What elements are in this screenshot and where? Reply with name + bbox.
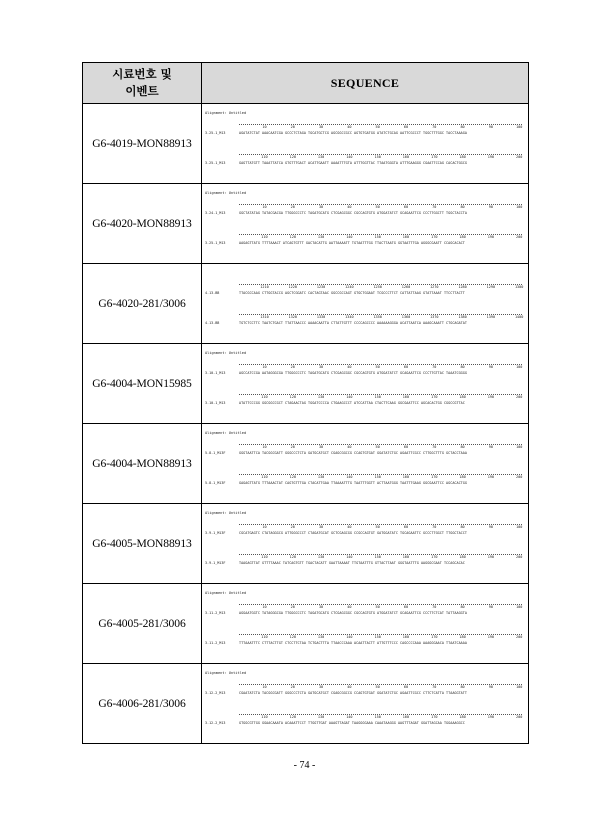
alignment-title: Alignment: Untitled xyxy=(205,191,247,195)
position-number: 10 xyxy=(262,445,267,449)
alignment-block xyxy=(205,600,522,628)
sequence-text: GAGAGTTATG TTTAAACTAT CAGTGTTTGA CTACATTGAA TTAAAATTTG TAATTTGGTT ACTTAATGGG TAATTTGAAG GGCGAATTCC AGCACACTGG xyxy=(239,481,467,485)
position-number: 160 xyxy=(402,715,410,719)
position-number: 20 xyxy=(290,525,295,529)
sequence-name: 4-13-BB xyxy=(205,291,220,295)
sequence-name: 5-8-1_M13F xyxy=(205,451,226,455)
table-row xyxy=(83,264,529,344)
alignment-block xyxy=(205,470,522,498)
position-number: 1240 xyxy=(345,285,354,289)
alignment-title: Alignment: Untitled xyxy=(205,591,247,595)
position-number: 60 xyxy=(403,605,409,609)
position-number: 120 xyxy=(289,715,296,719)
table-row xyxy=(83,664,529,744)
position-number: 80 xyxy=(460,605,465,609)
position-number: 60 xyxy=(403,445,409,449)
position-numbers xyxy=(239,365,522,370)
position-number: 130 xyxy=(317,715,325,719)
position-number: 120 xyxy=(289,475,296,479)
position-number: 1380 xyxy=(458,315,467,319)
event-cell: G6-4005-281/3006 xyxy=(83,584,202,664)
event-cell: G6-4019-MON88913 xyxy=(83,104,202,184)
position-numbers xyxy=(239,125,522,130)
position-number: 110 xyxy=(261,475,268,479)
position-number: 1230 xyxy=(316,285,326,289)
position-number: 60 xyxy=(403,205,409,209)
position-number: 130 xyxy=(317,235,325,239)
position-number: 60 xyxy=(403,365,409,369)
position-number: 80 xyxy=(460,685,465,689)
sequence-cell xyxy=(202,264,529,344)
position-number: 10 xyxy=(262,525,267,529)
position-number: 190 xyxy=(487,475,495,479)
position-number: 150 xyxy=(374,635,381,639)
position-number: 1290 xyxy=(486,285,496,289)
position-number: 120 xyxy=(289,395,296,399)
position-number: 1220 xyxy=(288,285,297,289)
alignment-block xyxy=(205,310,522,338)
position-number: 20 xyxy=(290,685,295,689)
sequence-text: AGGAATGGTC TATAGGGCGA TTGGGCCCTC TAGATGCATG CTCGAGCGGC CGCCAGTGTG ATGGATATCT GCAGAATTCG CCCTTCTCAT TATTAAGGTA xyxy=(239,611,467,615)
position-number: 160 xyxy=(402,395,410,399)
position-numbers xyxy=(239,555,522,560)
position-number: 40 xyxy=(347,445,352,449)
position-number: 70 xyxy=(432,445,437,449)
position-number: 50 xyxy=(375,605,380,609)
alignment-block xyxy=(205,230,522,258)
position-number: 40 xyxy=(347,605,352,609)
position-number: 150 xyxy=(374,555,381,559)
position-number: 160 xyxy=(402,555,410,559)
position-numbers xyxy=(239,285,522,290)
position-number: 120 xyxy=(289,235,296,239)
position-number: 40 xyxy=(347,365,352,369)
position-number: 80 xyxy=(460,525,465,529)
position-number: 1260 xyxy=(401,285,411,289)
position-number: 140 xyxy=(346,235,353,239)
position-number: 130 xyxy=(317,635,325,639)
position-number: 170 xyxy=(431,555,438,559)
sequence-cell xyxy=(202,344,529,424)
position-number: 30 xyxy=(318,685,324,689)
position-number: 70 xyxy=(432,605,437,609)
alignment-block xyxy=(205,550,522,578)
alignment-block xyxy=(205,360,522,388)
position-number: 1330 xyxy=(316,315,326,319)
table-row xyxy=(83,344,529,424)
position-number: 50 xyxy=(375,525,380,529)
sequence-text: AAGAGTTATG TTTTAAACT ATCAGTGTTT GACTACATTG AATTAAAATT TGTAATTTGG TTACTTAATG GGTAATTTGA AGGGCGAATT CCAGCACACT xyxy=(239,241,465,245)
header-sequence: SEQUENCE xyxy=(202,63,529,104)
position-number: 200 xyxy=(515,235,523,239)
alignment-block xyxy=(205,630,522,658)
event-cell: G6-4005-MON88913 xyxy=(83,504,202,584)
sequence-text: AGATATCTAT AAACAATCGA GCCCTCTAGA TGCATGCTCG AGCGGCCGCC AGTGTGATGG ATATCTGCAG AATTCGCCCT TGGCTTTGGC TACCTAAAGA xyxy=(239,131,467,135)
position-numbers xyxy=(239,395,522,400)
position-numbers xyxy=(239,205,522,210)
position-number: 60 xyxy=(403,685,409,689)
position-number: 180 xyxy=(459,155,466,159)
position-number: 140 xyxy=(346,475,353,479)
sequence-name: 3-11-2_M13 xyxy=(205,641,226,645)
position-number: 180 xyxy=(459,475,466,479)
table-row xyxy=(83,424,529,504)
position-number: 10 xyxy=(262,685,267,689)
position-number: 160 xyxy=(402,635,410,639)
alignment-view xyxy=(202,584,528,663)
position-number: 150 xyxy=(374,235,381,239)
position-number: 130 xyxy=(317,475,325,479)
position-number: 1250 xyxy=(373,285,382,289)
position-number: 110 xyxy=(261,155,268,159)
alignment-block xyxy=(205,440,522,468)
sequence-cell xyxy=(202,504,529,584)
position-number: 80 xyxy=(460,125,465,129)
alignment-title: Alignment: Untitled xyxy=(205,671,247,675)
position-number: 190 xyxy=(487,155,495,159)
position-number: 50 xyxy=(375,125,380,129)
position-number: 100 xyxy=(515,605,523,609)
position-number: 110 xyxy=(261,715,268,719)
header-sample-event-line1: 시료번호 및 xyxy=(112,67,172,81)
position-number: 80 xyxy=(460,445,465,449)
table-header-row xyxy=(83,63,529,104)
position-number: 180 xyxy=(459,395,466,399)
sequence-table xyxy=(82,62,529,744)
position-number: 130 xyxy=(317,555,325,559)
alignment-block xyxy=(205,280,522,308)
position-number: 100 xyxy=(515,685,523,689)
sequence-text: CGAATATCTA TACGGCGATT GGGCCCTCTA GATGCATGCT CGAGCGGCCG CCAGTGTGAT GGATATCTGC AGAATTCGCC CTTCTCATTA TTAAGGTATT xyxy=(239,691,467,695)
position-number: 110 xyxy=(261,555,268,559)
alignment-view xyxy=(202,424,528,503)
position-number: 160 xyxy=(402,475,410,479)
position-number: 120 xyxy=(289,635,296,639)
position-number: 170 xyxy=(431,235,438,239)
sequence-text: GTGGCGTTGG GGAACAAATA ACAAATTCCT TTGGTTGAT AAAGTTAGAT TAAGGGGAAA CAAATAAGGG AAGTTTAGAT GGATTAGCAA TGGAAAGGCC xyxy=(239,721,465,725)
sequence-name: 3-25-1_M13 xyxy=(205,161,226,165)
alignment-block xyxy=(205,520,522,548)
header-sample-event xyxy=(83,63,202,104)
position-number: 140 xyxy=(346,395,353,399)
position-number: 110 xyxy=(261,235,268,239)
table-row xyxy=(83,504,529,584)
sequence-name: 3-10-1_M13 xyxy=(205,371,226,375)
position-number: 140 xyxy=(346,155,353,159)
sequence-text: GAGTTATGTT TAAATTATCA GTGTTTGACT ACATTGAATT AAAATTTGTA ATTTGGTTAC TTAATGGGTA ATTTGAAGGG CGAATTCCAG CACACTGGCG xyxy=(239,161,467,165)
alignment-block xyxy=(205,120,522,148)
event-cell: G6-4020-281/3006 xyxy=(83,264,202,344)
position-number: 1340 xyxy=(345,315,354,319)
position-number: 90 xyxy=(488,685,493,689)
alignment-title: Alignment: Untitled xyxy=(205,111,247,115)
alignment-block xyxy=(205,710,522,738)
position-numbers xyxy=(239,445,522,450)
position-number: 50 xyxy=(375,365,380,369)
position-number: 1390 xyxy=(486,315,496,319)
position-numbers xyxy=(239,715,522,720)
position-number: 40 xyxy=(347,125,352,129)
position-number: 170 xyxy=(431,395,438,399)
position-numbers xyxy=(239,525,522,530)
sequence-cell xyxy=(202,184,529,264)
position-number: 1270 xyxy=(430,285,439,289)
position-number: 10 xyxy=(262,365,267,369)
position-number: 180 xyxy=(459,635,466,639)
sequence-name: 3-9-1_M13F xyxy=(205,561,226,565)
position-number: 190 xyxy=(487,555,495,559)
sequence-text: GGCTATATAG TATACGACGA TTGGGCCCTC TAGATGCATG CTCGAGCGGC CGCCAGTGTG ATGGATATCT GCAGAATTCG CCCTTGGCTT TGGCTACCTA xyxy=(239,211,467,215)
position-number: 90 xyxy=(488,605,493,609)
alignment-title: Alignment: Untitled xyxy=(205,431,247,435)
position-number: 170 xyxy=(431,155,438,159)
position-number: 90 xyxy=(488,205,493,209)
position-number: 100 xyxy=(515,125,523,129)
position-number: 1310 xyxy=(260,315,269,319)
position-number: 190 xyxy=(487,635,495,639)
position-number: 100 xyxy=(515,205,523,209)
position-numbers xyxy=(239,155,522,160)
position-number: 60 xyxy=(403,525,409,529)
position-number: 20 xyxy=(290,365,295,369)
position-number: 140 xyxy=(346,715,353,719)
sequence-text: TGTCTCCTTC TAATCTGACT TTATTAACCC AAAACAATTA CTTATTGTTT CCCCAGCCCC AAAAAAGGGA ACATTAATCA AAAGCAAATT CTGCAGATAT xyxy=(239,321,467,325)
position-number: 40 xyxy=(347,525,352,529)
event-cell: G6-4020-MON88913 xyxy=(83,184,202,264)
position-number: 1280 xyxy=(458,285,467,289)
position-number: 50 xyxy=(375,685,380,689)
alignment-title: Alignment: Untitled xyxy=(205,511,247,515)
position-number: 1360 xyxy=(401,315,411,319)
position-number: 1300 xyxy=(514,285,524,289)
header-sample-event-line2: 이벤트 xyxy=(125,84,159,98)
position-number: 140 xyxy=(346,635,353,639)
alignment-block xyxy=(205,390,522,418)
alignment-block xyxy=(205,680,522,708)
position-number: 30 xyxy=(318,125,324,129)
position-number: 150 xyxy=(374,155,381,159)
table-body xyxy=(83,104,529,744)
sequence-name: 4-13-BB xyxy=(205,321,220,325)
position-number: 50 xyxy=(375,445,380,449)
sequence-cell xyxy=(202,424,529,504)
position-number: 40 xyxy=(347,205,352,209)
position-number: 100 xyxy=(515,445,523,449)
sequence-cell xyxy=(202,584,529,664)
position-number: 20 xyxy=(290,605,295,609)
position-number: 70 xyxy=(432,205,437,209)
position-number: 180 xyxy=(459,555,466,559)
position-number: 1320 xyxy=(288,315,297,319)
position-number: 160 xyxy=(402,155,410,159)
position-number: 190 xyxy=(487,395,495,399)
position-number: 200 xyxy=(515,155,523,159)
alignment-view xyxy=(202,104,528,183)
sequence-name: 3-12-2_M13 xyxy=(205,691,226,695)
alignment-view xyxy=(202,664,528,743)
position-number: 10 xyxy=(262,125,267,129)
sequence-name: 3-12-2_M13 xyxy=(205,721,226,725)
sequence-name: 3-25-1_M13 xyxy=(205,131,226,135)
position-number: 60 xyxy=(403,125,409,129)
position-number: 110 xyxy=(261,635,268,639)
position-number: 150 xyxy=(374,715,381,719)
position-number: 130 xyxy=(317,155,325,159)
sequence-cell xyxy=(202,664,529,744)
position-number: 160 xyxy=(402,235,410,239)
table-row xyxy=(83,584,529,664)
sequence-text: TTTAAATTTC CTTTACTTGT CTCCTTCTAA TCTGACTTTA TTAACCCAAA ACAATTACTT ATTGTTTCCC CAGCCCCAAA AAAGGGAACA TTAATCAAAA xyxy=(239,641,467,645)
position-number: 130 xyxy=(317,395,325,399)
position-number: 20 xyxy=(290,205,295,209)
position-number: 90 xyxy=(488,445,493,449)
position-number: 10 xyxy=(262,205,267,209)
sequence-name: 3-10-1_M13 xyxy=(205,401,226,405)
sequence-cell xyxy=(202,104,529,184)
position-number: 180 xyxy=(459,715,466,719)
sequence-text: CGCATGAGTC CTATAGGGCG ATTGGGCCCT CTAGATGCAT GCTCGAGCGG CCGCCAGTGT GATGGATATC TGCAGAATTC GCCCTTGGCT TTGGCTACCT xyxy=(239,531,467,535)
position-number: 180 xyxy=(459,235,466,239)
position-number: 30 xyxy=(318,445,324,449)
position-number: 30 xyxy=(318,525,324,529)
position-numbers xyxy=(239,475,522,480)
position-number: 190 xyxy=(487,235,495,239)
table-row xyxy=(83,184,529,264)
position-number: 140 xyxy=(346,555,353,559)
alignment-block xyxy=(205,200,522,228)
alignment-title: Alignment: Untitled xyxy=(205,351,247,355)
position-number: 30 xyxy=(318,365,324,369)
position-number: 70 xyxy=(432,125,437,129)
position-number: 10 xyxy=(262,605,267,609)
sequence-name: 3-24-1_M13 xyxy=(205,211,226,215)
position-number: 70 xyxy=(432,365,437,369)
sequence-text: AGCCATCCGA AATAGGGCGA TTGGGCCCTC TAGATGCATG CTCGAGCGGC CGCCAGTGTG ATGGATATCT GCAGAATTCG CCCTTGTTAC TAAATCGGGG xyxy=(239,371,467,375)
position-number: 170 xyxy=(431,635,438,639)
position-number: 50 xyxy=(375,205,380,209)
position-number: 170 xyxy=(431,475,438,479)
alignment-view xyxy=(202,184,528,263)
position-numbers xyxy=(239,235,522,240)
position-number: 150 xyxy=(374,395,381,399)
sequence-name: 3-11-2_M13 xyxy=(205,611,226,615)
alignment-view xyxy=(202,264,528,343)
position-number: 100 xyxy=(515,365,523,369)
position-number: 110 xyxy=(261,395,268,399)
position-number: 70 xyxy=(432,525,437,529)
position-number: 200 xyxy=(515,475,523,479)
position-number: 200 xyxy=(515,635,523,639)
position-numbers xyxy=(239,315,522,320)
sequence-name: 3-25-1_M13 xyxy=(205,241,226,245)
position-number: 80 xyxy=(460,205,465,209)
position-number: 90 xyxy=(488,125,493,129)
position-numbers xyxy=(239,685,522,690)
position-number: 20 xyxy=(290,445,295,449)
position-number: 80 xyxy=(460,365,465,369)
event-cell: G6-4006-281/3006 xyxy=(83,664,202,744)
position-number: 30 xyxy=(318,605,324,609)
position-number: 170 xyxy=(431,715,438,719)
event-cell: G6-4004-MON88913 xyxy=(83,424,202,504)
position-number: 70 xyxy=(432,685,437,689)
position-number: 120 xyxy=(289,155,296,159)
position-number: 90 xyxy=(488,365,493,369)
position-number: 30 xyxy=(318,205,324,209)
position-number: 1210 xyxy=(260,285,269,289)
position-number: 20 xyxy=(290,125,295,129)
alignment-view xyxy=(202,344,528,423)
position-number: 200 xyxy=(515,395,523,399)
position-number: 1370 xyxy=(430,315,439,319)
sequence-text: GGGTAATTCA TACGGCGATT GGGCCCTCTA GATGCATGCT CGAGCGGCCG CCAGTGTGAT GGATATCTGC AGAATTCGCC CTTGGCTTTG GCTACCTAAA xyxy=(239,451,467,455)
position-number: 200 xyxy=(515,715,523,719)
position-number: 200 xyxy=(515,555,523,559)
position-number: 120 xyxy=(289,555,296,559)
table-row xyxy=(83,104,529,184)
event-cell: G6-4004-MON15985 xyxy=(83,344,202,424)
sequence-text: ATATTCCCGG GGCGGCCGCT CTAGAACTAG TGGATCCCCA CTGAAGCCCT ATCCATTAA CTACTTCAAG GGCGAATTCC AGCACACTGG CGGCCGTTAC xyxy=(239,401,465,405)
position-number: 100 xyxy=(515,525,523,529)
position-number: 1400 xyxy=(514,315,524,319)
sequence-text: TAAGAGTTAT GTTTTAAAC TATCAGTGTT TGACTACATT GAATTAAAAT TTGTAATTTG GTTACTTAAT GGGTAATTTG AAGGGCGAAT TCCAGCACAC xyxy=(239,561,465,565)
sequence-name: 5-8-1_M13F xyxy=(205,481,226,485)
position-number: 1350 xyxy=(373,315,382,319)
sequence-text: TTACGCCAAG CTTGGTACCG AGCTCGGATC CACTAGTAAC GGCCGCCAGT GTGCTGGAAT TCGCCCTTCT CATTATTAAG GTATTAAAT TTCCTTACTT xyxy=(239,291,465,295)
position-number: 40 xyxy=(347,685,352,689)
position-number: 190 xyxy=(487,715,495,719)
sequence-name: 3-9-1_M13F xyxy=(205,531,226,535)
position-number: 90 xyxy=(488,525,493,529)
alignment-block xyxy=(205,150,522,178)
position-numbers xyxy=(239,605,522,610)
alignment-view xyxy=(202,504,528,583)
page-number: - 74 - xyxy=(293,760,316,771)
position-numbers xyxy=(239,635,522,640)
position-number: 150 xyxy=(374,475,381,479)
